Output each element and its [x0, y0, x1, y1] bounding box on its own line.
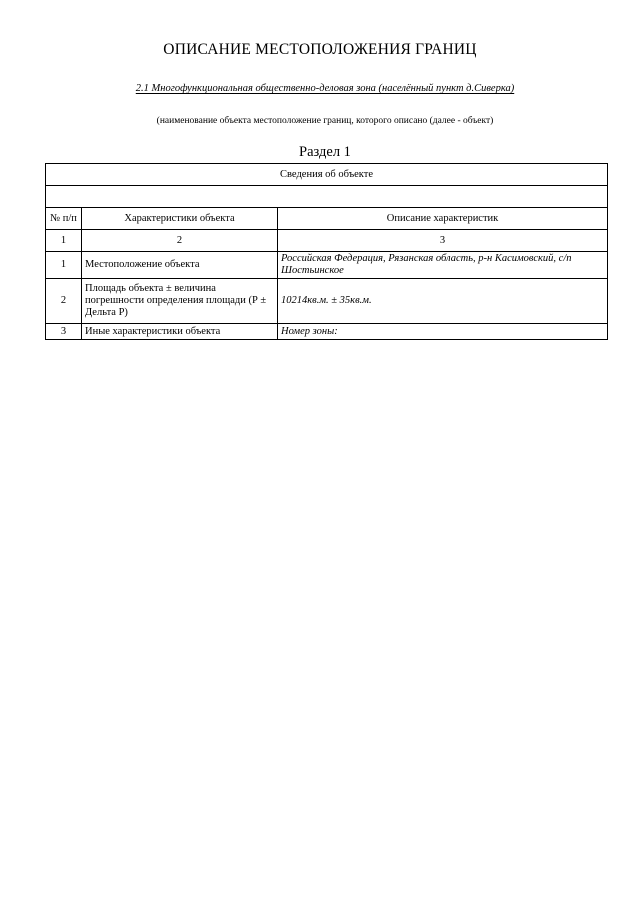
header-description: Описание характеристик [278, 208, 608, 230]
object-name-text: 2.1 Многофункциональная общественно-деловая зона (населённый пункт д.Сиверка) [135, 83, 515, 94]
header-characteristic: Характеристики объекта [82, 208, 278, 230]
table-index-row [46, 230, 608, 252]
index-cell: 2 [82, 230, 278, 252]
section-title: Раздел 1 [299, 144, 351, 160]
row-description: Российская Федерация, Рязанская область, р-н Касимовский, с/п Шостьинское [278, 252, 608, 279]
table-header-row [46, 208, 608, 230]
object-caption: (наименование объекта местоположение границ, которого описано (далее - объект) [156, 116, 494, 126]
row-num: 3 [46, 324, 82, 340]
table-row [46, 252, 608, 279]
document-title: ОПИСАНИЕ МЕСТОПОЛОЖЕНИЯ ГРАНИЦ [163, 41, 477, 58]
index-cell: 3 [278, 230, 608, 252]
row-description: 10214кв.м. ± 35кв.м. [278, 279, 608, 324]
row-characteristic: Иные характеристики объекта [82, 324, 278, 340]
object-info-table [45, 163, 608, 340]
object-name [0, 83, 640, 94]
table-row [46, 324, 608, 340]
row-num: 2 [46, 279, 82, 324]
table-spacer-row [46, 186, 608, 208]
table-heading: Сведения об объекте [46, 164, 608, 186]
row-characteristic: Местоположение объекта [82, 252, 278, 279]
row-characteristic: Площадь объекта ± величина погрешности определения площади (Р ± Дельта Р) [82, 279, 278, 324]
index-cell: 1 [46, 230, 82, 252]
row-description: Номер зоны: [278, 324, 608, 340]
row-num: 1 [46, 252, 82, 279]
header-num: № п/п [46, 208, 82, 230]
table-row [46, 279, 608, 324]
